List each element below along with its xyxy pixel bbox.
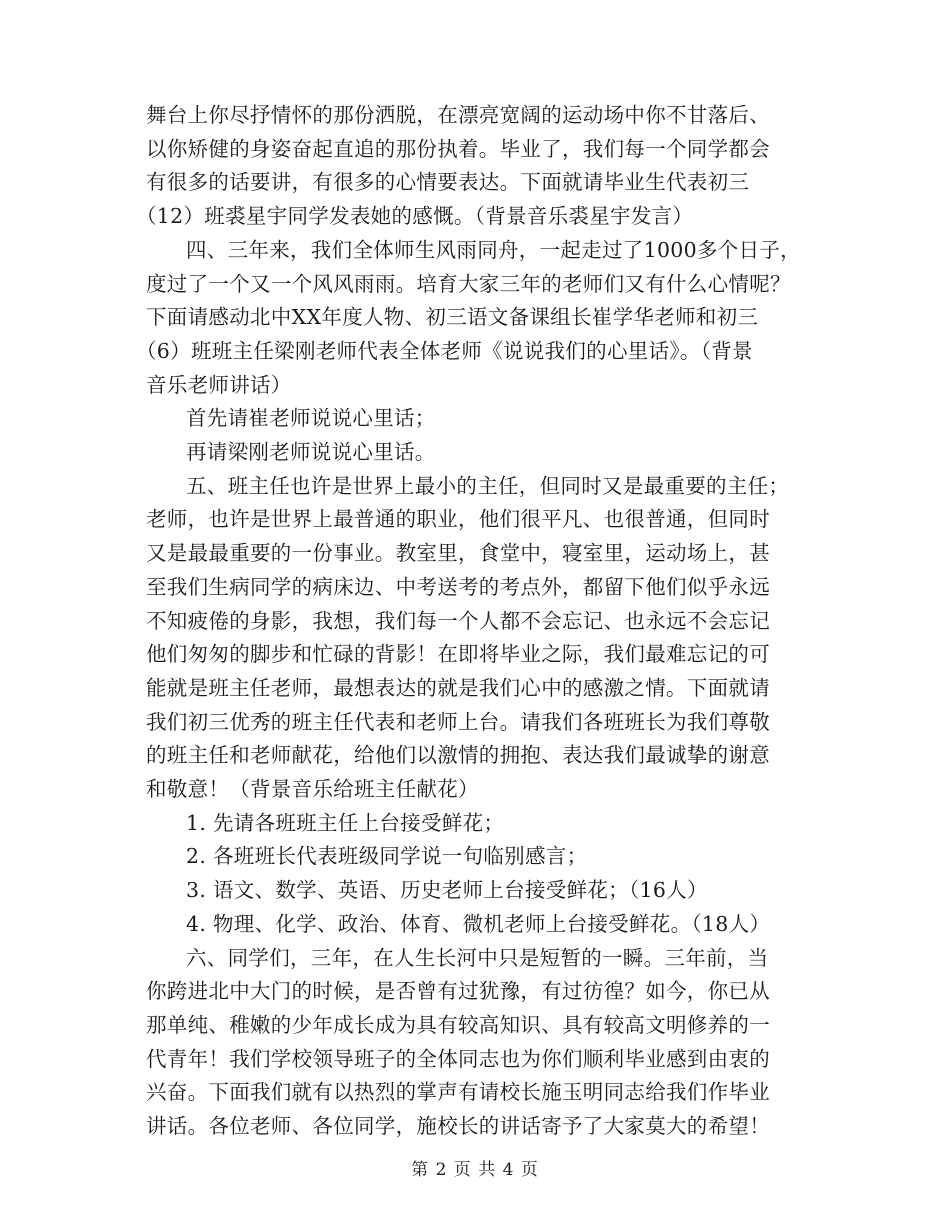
text-line: 不知疲倦的身影，我想，我们每一个人都不会忘记、也永远不会忘记 (146, 608, 770, 633)
list-item: 2. 各班班长代表班级同学说一句临别感言； (186, 844, 588, 869)
list-item: 3. 语文、数学、英语、历史老师上台接受鲜花；（16人） (186, 878, 708, 903)
text-line: 五、班主任也许是世界上最小的主任，但同时又是最重要的主任； (186, 473, 790, 498)
page-footer: 第 2 页 共 4 页 (411, 1160, 539, 1180)
text-line: 能就是班主任老师，最想表达的就是我们心中的感激之情。下面就请 (146, 675, 770, 700)
text-line: 舞台上你尽抒情怀的那份洒脱，在漂亮宽阔的运动场中你不甘落后、 (146, 103, 770, 127)
text-line: 我们初三优秀的班主任代表和老师上台。请我们各班班长为我们尊敬 (146, 709, 770, 734)
text-line: 他们匆匆的脚步和忙碌的背影！在即将毕业之际，我们最难忘记的可 (146, 642, 770, 667)
text-line: 四、三年来，我们全体师生风雨同舟，一起走过了1000多个日子， (186, 237, 801, 262)
list-item: 4. 物理、化学、政治、体育、微机老师上台接受鲜花。（18人） (186, 911, 771, 936)
text-line: 讲话。各位老师、各位同学，施校长的讲话寄予了大家莫大的希望！ (146, 1114, 770, 1138)
text-line: 老师，也许是世界上最普通的职业，他们很平凡、也很普通，但同时 (146, 507, 770, 532)
text-line: 代青年！我们学校领导班子的全体同志也为你们顺利毕业感到由衷的 (146, 1046, 770, 1071)
text-line: 再请梁刚老师说说心里话。 (186, 440, 436, 464)
text-line: 以你矫健的身姿奋起直追的那份执着。毕业了，我们每一个同学都会 (146, 136, 770, 161)
text-line: 的班主任和老师献花，给他们以激情的拥抱、表达我们最诚挚的谢意 (146, 743, 770, 768)
text-line: （6）班班主任梁刚老师代表全体老师《说说我们的心里话》。（背景 (136, 338, 753, 363)
text-line: 那单纯、稚嫩的少年成长成为具有较高知识、具有较高文明修养的一 (146, 1012, 770, 1037)
text-line: 下面请感动北中XX年度人物、初三语文备课组长崔学华老师和初三 (146, 305, 759, 330)
text-line: 音乐老师讲话） (146, 372, 292, 397)
text-line: 有很多的话要讲，有很多的心情要表达。下面就请毕业生代表初三 (146, 170, 750, 195)
list-item: 1. 先请各班班主任上台接受鲜花； (186, 810, 505, 835)
text-line: 首先请崔老师说说心里话； (186, 406, 436, 431)
text-line: （12）班裘星宇同学发表她的感慨。（背景音乐裘星宇发言） (136, 204, 694, 229)
text-line: 六、同学们，三年，在人生长河中只是短暂的一瞬。三年前，当 (186, 945, 769, 970)
text-line: 你跨进北中大门的时候，是否曾有过犹豫，有过彷徨？如今，你已从 (146, 979, 770, 1004)
text-line: 又是最最重要的一份事业。教室里，食堂中，寝室里，运动场上，甚 (146, 541, 770, 566)
text-line: 至我们生病同学的病床边、中考送考的考点外，都留下他们似乎永远 (146, 574, 770, 599)
text-line: 兴奋。下面我们就有以热烈的掌声有请校长施玉明同志给我们作毕业 (146, 1080, 770, 1105)
text-line: 度过了一个又一个风风雨雨。培育大家三年的老师们又有什么心情呢？ (146, 271, 791, 296)
text-line: 和敬意！（背景音乐给班主任献花） (146, 777, 479, 801)
